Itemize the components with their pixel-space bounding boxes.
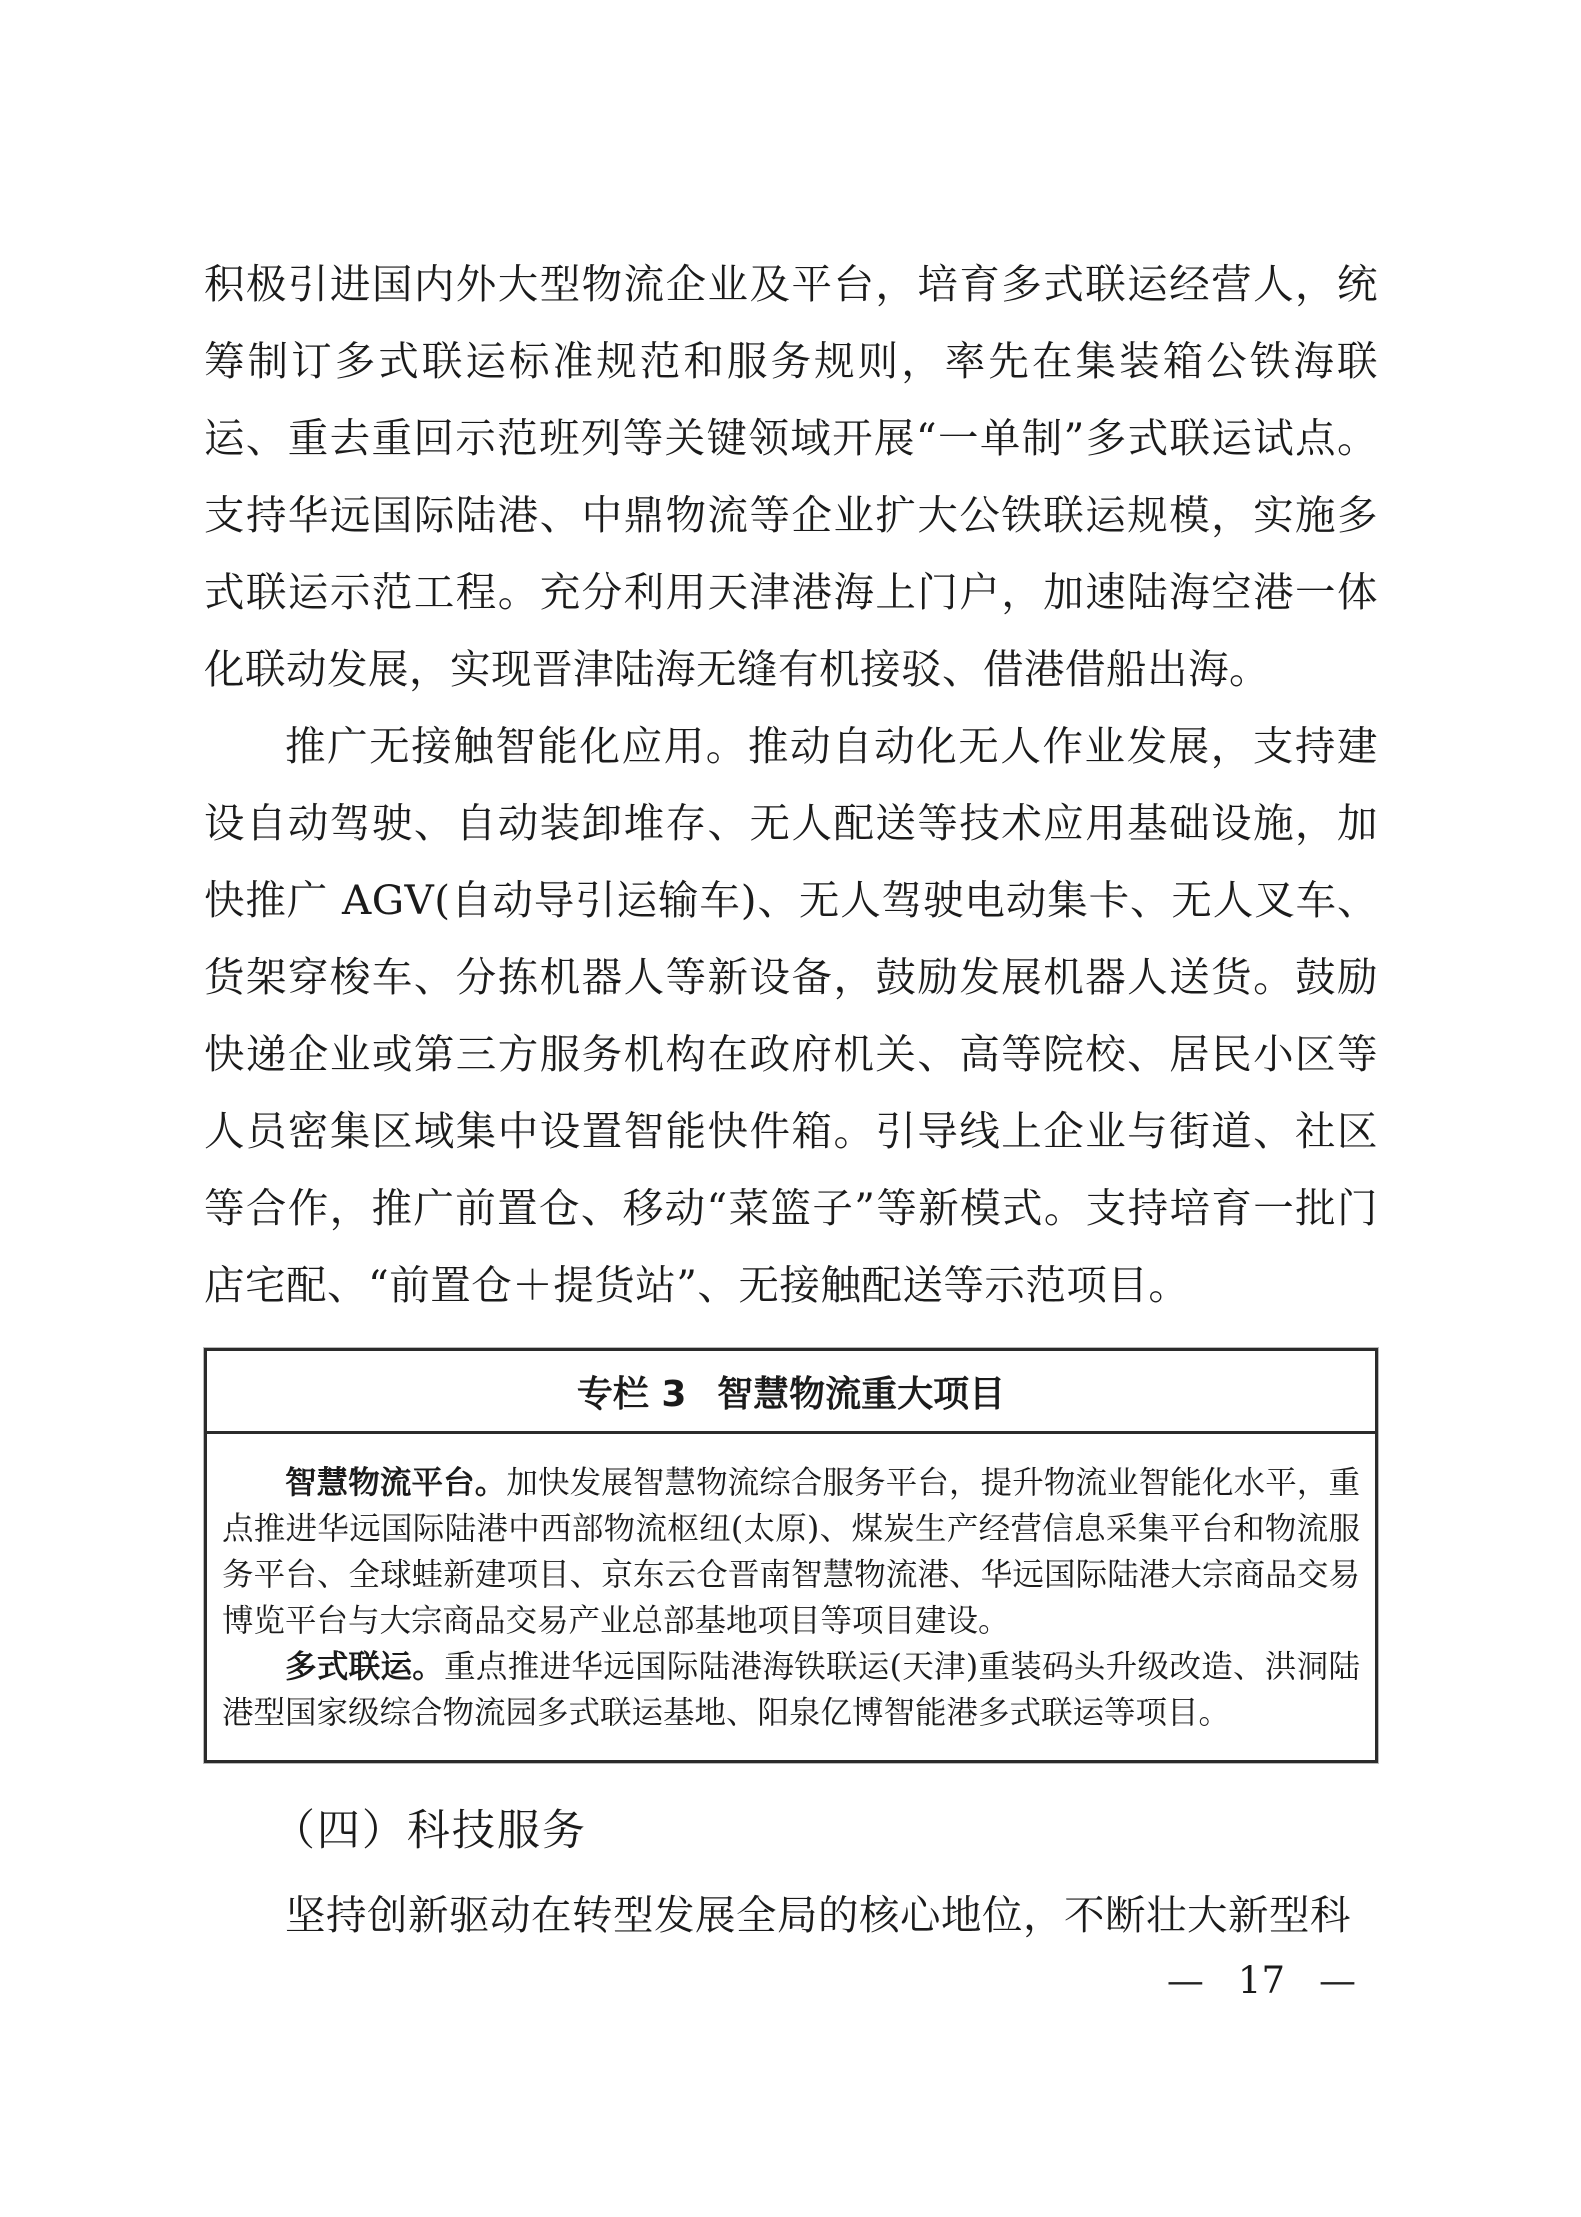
column-box-label: 专栏 3	[576, 1373, 687, 1415]
page-number-value: 17	[1237, 1959, 1285, 2002]
section-heading-tech-services: （四）科技服务	[271, 1806, 587, 1856]
column-box-title: 智慧物流重大项目	[717, 1373, 1006, 1415]
page-content	[204, 246, 1378, 2004]
page-number-dash-left: —	[1166, 1959, 1204, 2002]
box-item-text: 加快发展智慧物流综合服务平台，提升物流业智能化水平，重点推进华远国际陆港中西部物流枢纽(太原)、煤炭生产经营信息采集平台和物流服务平台、全球蛙新建项目、京东云仓晋南智慧物流港、华远国际陆港大宗商品交易博览平台与大宗商品交易产业总部基地项目等项目建设。	[222, 1465, 1360, 1639]
column-box-body	[207, 1434, 1375, 1760]
paragraph-multimodal-transport: 积极引进国内外大型物流企业及平台，培育多式联运经营人，统筹制订多式联运标准规范和服务规则，率先在集装箱公铁海联运、重去重回示范班列等关键领域开展“一单制”多式联运试点。支持华远国际陆港、中鼎物流等企业扩大公铁联运规模，实施多式联运示范工程。充分利用天津港海上门户，加速陆海空港一体化联动发展，实现晋津陆海无缝有机接驳、借港借船出海。	[204, 260, 1378, 693]
box-item-multimodal-transport	[222, 1644, 1360, 1736]
paragraph-contactless-smart-applications: 推广无接触智能化应用。推动自动化无人作业发展，支持建设自动驾驶、自动装卸堆存、无人配送等技术应用基础设施，加快推广 AGV(自动导引运输车)、无人驾驶电动集卡、无人叉车、货架穿梭车、分拣机器人等新设备，鼓励发展机器人送货。鼓励快递企业或第三方服务机构在政府机关、高等院校、居民小区等人员密集区域集中设置智能快件箱。引导线上企业与街道、社区等合作，推广前置仓、移动“菜篮子”等新模式。支持培育一批门店宅配、“前置仓＋提货站”、无接触配送等示范项目。	[204, 722, 1378, 1309]
column-3-smart-logistics-box	[204, 1348, 1378, 1763]
paragraph-innovation-driven: 坚持创新驱动在转型发展全局的核心地位，不断壮大新型科	[285, 1891, 1351, 1939]
box-item-smart-logistics-platform	[222, 1460, 1360, 1644]
box-item-lead: 多式联运。	[285, 1649, 445, 1685]
column-box-header	[207, 1351, 1375, 1434]
box-item-text: 重点推进华远国际陆港海铁联运(天津)重装码头升级改造、洪洞陆港型国家级综合物流园多式联运基地、阳泉亿博智能港多式联运等项目。	[222, 1649, 1360, 1731]
page-number-dash-right: —	[1319, 1959, 1356, 2002]
box-item-lead: 智慧物流平台。	[285, 1465, 507, 1501]
page-number	[204, 1958, 1378, 2004]
